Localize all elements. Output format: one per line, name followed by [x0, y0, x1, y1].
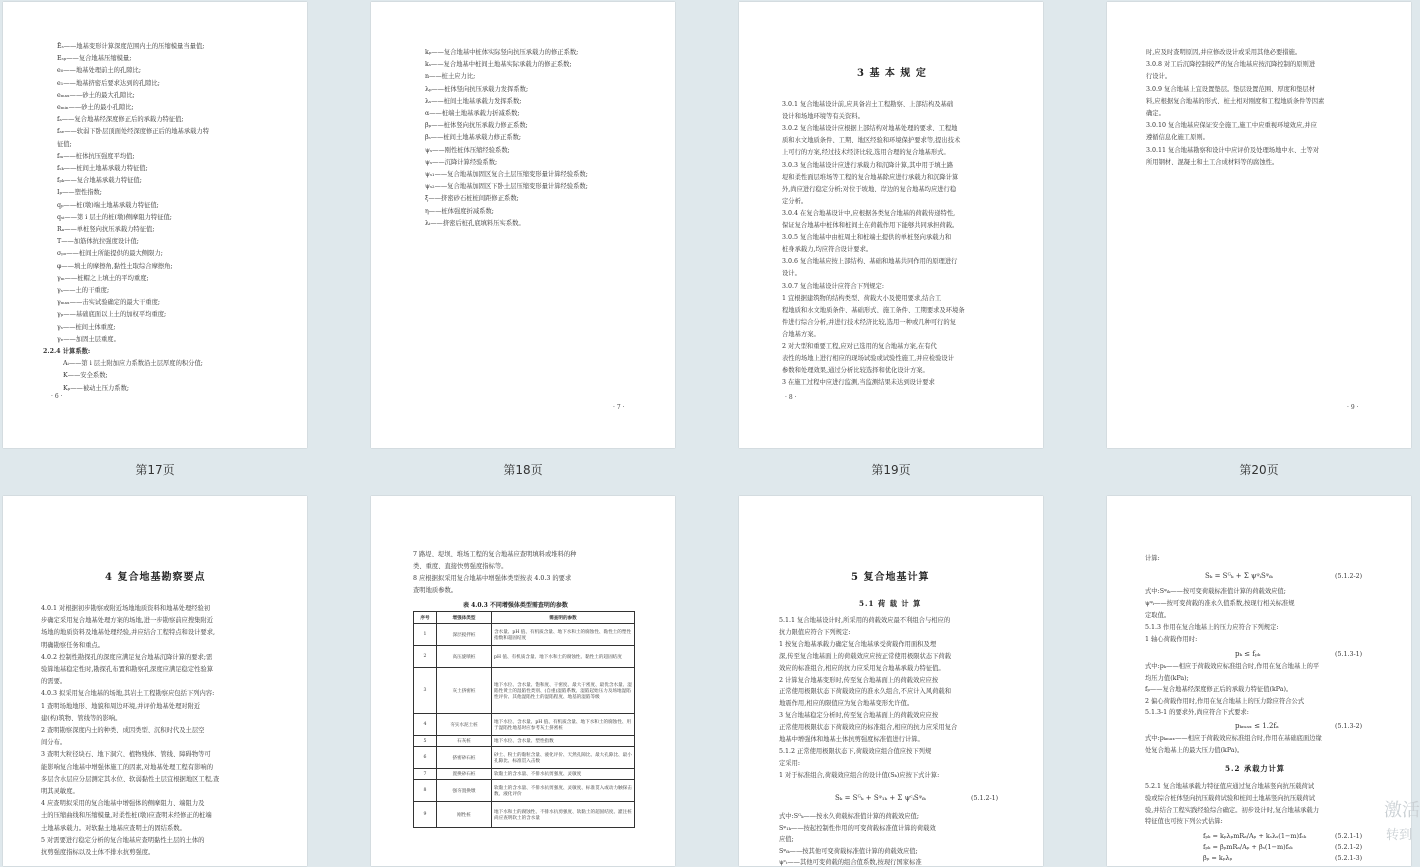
text-line: 验,并结合工程实践经验综合确定。初步设计时,复合地基承载力 — [1145, 806, 1320, 814]
table-cell: 置换砂石桩 — [437, 769, 492, 780]
table-cell: 3 — [414, 668, 437, 714]
formula: fₚₖ = kₚλₚmRₐ/Aₚ + kₛλₛ(1−m)fₛₖ — [1203, 832, 1307, 840]
text-line: γₑ——加固土层重度。 — [57, 335, 120, 343]
section-label: 2.2.4 计算系数: — [43, 348, 91, 355]
text-line: 抗剪强度指标以及土体不排水抗剪强度。 — [41, 849, 155, 856]
text-line: 步确定采用复合地基处理方案的场地,进一步勘察前应搜集附近 — [41, 617, 214, 625]
table-cell: 9 — [414, 802, 437, 828]
text-line: e₁——地基挤密后要求达到的孔隙比; — [57, 79, 160, 87]
table-cell: 1 — [414, 624, 437, 646]
page-thumbnail-22[interactable] — [371, 496, 675, 866]
text-line: 3.0.3 复合地基设计应进行承载力和沉降计算,其中用于填土路 — [782, 161, 954, 169]
text-line: 时,应及时查明原因,并应修改设计或采用其他必要措施。 — [1146, 49, 1302, 56]
table-cell: 高压旋喷桩 — [437, 646, 492, 668]
text-line: ψᵠᵢ——按可变荷载的准永久值系数,按现行相关标准规 — [1145, 600, 1295, 607]
text-line: 设计。 — [782, 270, 801, 278]
text-line: ψᶜᵢ——其他可变荷载的组合值系数,按现行国家标准 — [779, 859, 922, 867]
text-line: 保证复合地基中桩体和桩间土在荷载作用下能够共同承担荷载。 — [782, 222, 959, 229]
text-line: φ——填土的摩擦角,黏性土取综合摩擦角; — [57, 262, 173, 270]
page-number: · 7 · — [613, 404, 625, 411]
text-line: 明其灵敏度。 — [41, 788, 79, 795]
text-line: 行设计。 — [1146, 73, 1172, 81]
text-line: η——桩体强度折减系数; — [425, 207, 494, 215]
text-line: qₚ——桩(墩)端土地基承载力特征值; — [57, 201, 159, 209]
text-line: fₐ——复合地基经深度修正后的承载力特征值; — [57, 116, 184, 124]
text-line: kₛ——复合地基中桩间土地基实际承载力的修正系数; — [425, 61, 572, 69]
text-line: 3 复合地基稳定分析时,传至复合地基面上的荷载效应应按 — [779, 712, 939, 720]
page-caption-19[interactable]: 第19页 — [871, 463, 911, 477]
table-cell: 4 — [414, 714, 437, 736]
text-line: 3.0.10 复合地基应保证安全施工,施工中应重视环境效应,并应 — [1146, 122, 1317, 130]
text-line: 建(构)筑物、管线等的影响。 — [41, 714, 122, 722]
text-line: 特征值也可按下列公式估算: — [1145, 818, 1223, 826]
text-line: fₚ——复合地基经深度修正后的承载力特征值(kPa)。 — [1145, 686, 1293, 694]
text-line: 效应的标准组合,相应的抗力应采用复合地基承载力特征值。 — [779, 664, 945, 672]
chapter-heading: 5 复合地基计算 — [851, 572, 930, 583]
formula: pₖₘₐₓ ≤ 1.2fₐ — [1235, 722, 1279, 730]
table-row — [414, 714, 635, 736]
text-line: 5.1.2 正常使用极限状态下,荷载效应组合值应按下列规 — [779, 747, 932, 755]
text-line: 间分布。 — [41, 739, 67, 747]
formula-number: (5.1.3-1) — [1335, 651, 1363, 658]
text-line: ψₛ——沉降计算经验系数; — [425, 158, 498, 166]
text-line: 4.0.1 对根据初步勘察或附近场地地质资料和地基处理经验初 — [41, 605, 211, 612]
text-line: 3.0.5 复合地基中由桩周土和桩端土提供的单桩竖向承载力和 — [782, 234, 952, 242]
table-row — [414, 646, 635, 668]
text-line: eₘᵢₙ——砂土的最小孔隙比; — [57, 104, 134, 111]
text-line: 1 轴心荷载作用时: — [1145, 636, 1198, 643]
text-line: 土的压缩曲线和压缩模量,对柔性桩(墩)应查明未经修正的桩端 — [41, 812, 212, 820]
table-header: 序号 — [414, 612, 437, 624]
page-caption-18[interactable]: 第18页 — [503, 463, 543, 477]
text-line: eₘₐₓ——砂土的最大孔隙比; — [57, 91, 135, 99]
formula: Sₖ = Sᴳₖ + Sᵠ₁ₖ + Σ ψᶜᵢSᵠᵢₖ — [835, 794, 926, 802]
text-line: 3.0.1 复合地基设计前,应具备岩土工程勘察、上部结构及基础 — [782, 101, 954, 108]
table-row — [414, 624, 635, 646]
text-line: 5 对需要进行稳定分析的复合地基应查明黏性土层的土体的 — [41, 836, 205, 844]
table-row — [414, 668, 635, 714]
text-line: γₘₐₓ——击实试验确定的最大干重度; — [57, 299, 161, 307]
text-line: γₛ——土的干重度; — [57, 287, 110, 294]
page-thumbnail-17[interactable] — [3, 2, 307, 448]
text-line: 征值; — [57, 140, 72, 148]
text-line: 地基中增强体和地基土体抗剪强度标准值进行计算。 — [779, 736, 924, 743]
text-line: 4 应查明拟采用的复合地基中增强体的侧摩阻力、端阻力及 — [41, 800, 205, 808]
text-line: 式中:pₖₘₐₓ——相应于荷载效应标准组合时,作用在基础底面边缘 — [1145, 735, 1322, 742]
text-line: 质和水文地质条件、工期、地区经验和环境保护要求等,提出技术 — [782, 137, 961, 145]
text-line: Iₚ——塑性指数; — [57, 189, 102, 197]
text-line: n——桩土应力比; — [425, 73, 476, 81]
table-cell: 软黏土的含水量、不排水抗剪强度、灵敏度 — [492, 769, 635, 780]
watermark-line-2: 转到 — [1386, 828, 1413, 843]
text-line: fₐₑ——软弱下卧层顶面处经深度修正后的地基承载力特 — [57, 128, 210, 136]
text-line: 均压力值(kPa); — [1145, 674, 1189, 682]
table-cell: 灰土挤密桩 — [437, 668, 492, 714]
text-line: 3.0.7 复合地基设计应符合下列规定: — [782, 282, 885, 290]
text-line: 2 计算复合地基变形时,传至复合地基面上的荷载效应应按 — [779, 676, 939, 684]
text-line: 1 查明场地地形、地貌和周边环境,并评价地基处理对附近 — [41, 702, 201, 710]
text-line: 3 查明大粒径块石、地下洞穴、植物残体、管线、障碍物等可 — [41, 751, 211, 759]
text-line: 2 查明勘察深度内土的种类、成因类型、沉积时代及土层空 — [41, 727, 205, 734]
text-line: 参数和处理效果,通过分析比较选择和优化设计方案。 — [782, 367, 929, 375]
table-cell: 2 — [414, 646, 437, 668]
text-line: 类、重度、直接快剪强度指标等。 — [413, 563, 508, 570]
text-line: λₛ——桩间土地基承载力发挥系数; — [425, 97, 522, 105]
text-line: 深,传至复合地基面上的荷载效应应按正常使用极限状态下荷载 — [779, 652, 952, 660]
text-line: 3.0.4 在复合地基设计中,应根据各类复合地基的荷载传递特性, — [782, 209, 956, 217]
text-line: 应值; — [779, 836, 794, 844]
table-cell: 砂土、粉土的黏粒含量、液化评价、天然孔隙比、最大孔隙比、最小孔隙比、标准贯入击数 — [492, 747, 635, 769]
table-cell: 5 — [414, 736, 437, 747]
text-line: 计算: — [1145, 555, 1160, 562]
text-line: T——加筋体抗拉强度设计值; — [57, 238, 139, 246]
text-line: ψₛ₂——复合地基加固区下卧土层压缩变形量计算经验系数; — [425, 183, 588, 191]
text-line: λₚ——桩体竖向抗压承载力发挥系数; — [425, 85, 529, 93]
table-cell: 地下水位、含水量、pH 值、有机质含量、地下水和土的腐蚀性、用于湿陷性地基时应参考灰土挤密桩 — [492, 714, 635, 736]
text-line: 表性的场地上进行相应的现场试验或试验性施工,并应检验设计 — [782, 355, 955, 363]
table-cell: 石灰桩 — [437, 736, 492, 747]
section-heading: 5.1 荷 载 计 算 — [859, 599, 922, 608]
page-number: · 8 · — [785, 394, 797, 401]
text-line: 3.0.6 复合地基应按上部结构、基础和地基共同作用的原理进行 — [782, 258, 958, 266]
text-line: e₀——地基处理前土的孔隙比; — [57, 67, 141, 75]
text-line: 7 路堤、堤坝、堆场工程的复合地基应查明填料或堆料的种 — [413, 551, 577, 558]
text-line: 明确勘察任务和重点。 — [41, 641, 104, 649]
text-line: 桩身承载力,均应符合设计要求。 — [782, 246, 873, 254]
text-line: 正常使用极限状态下荷载效应的标准组合,相应的抗力应采用复合 — [779, 724, 958, 732]
text-line: 式中:Sᴳₖ——按永久荷载标准值计算的荷载效应值; — [779, 813, 919, 820]
text-line: λᵢ——挤密后桩孔底填料压实系数。 — [425, 219, 525, 227]
table-cell: 夯实水泥土桩 — [437, 714, 492, 736]
text-line: 3.0.2 复合地基设计应根据上部结构对地基处理的要求、工程地 — [782, 125, 958, 133]
page-thumbnail-18[interactable] — [371, 2, 675, 448]
text-line: γₚ——基础底面以上土的加权平均重度; — [57, 311, 167, 319]
text-line: 2 对大型和重要工程,应对已选用的复合地基方案,在有代 — [782, 343, 937, 350]
formula-number: (5.2.1-1) — [1335, 833, 1363, 840]
page-number: · 6 · — [51, 393, 63, 400]
text-line: 2 偏心荷载作用时,作用在复合地基上的压力除应符合公式 — [1145, 697, 1305, 705]
text-line: γₘ——桩帽之上填土的平均重度; — [57, 274, 149, 282]
formula: βₚ = kₚλₚ — [1203, 854, 1233, 862]
page-thumbnail-24[interactable] — [1107, 496, 1411, 866]
text-line: Sᵠ₁ₖ——按起控制性作用的可变荷载标准值计算的荷载效 — [779, 824, 936, 832]
table-header: 需查明的参数 — [492, 612, 635, 624]
text-line: kₚ——复合地基中桩体实际竖向抗压承载力的修正系数; — [425, 49, 579, 56]
text-line: ξ——挤密砂石桩桩间距修正系数; — [425, 195, 519, 203]
formula: pₖ ≤ fₚₖ — [1235, 650, 1261, 658]
text-line: 确定。 — [1146, 110, 1165, 117]
text-line: α——桩端土地基承载力折减系数; — [425, 110, 520, 117]
text-line: 上可行的方案,经过技术经济比较,选用合理的复合地基形式。 — [782, 149, 950, 157]
formula-number: (5.1.2-1) — [971, 795, 999, 802]
text-line: fₚₖ——复合地基承载力特征值; — [57, 177, 142, 185]
text-line: 抗力限值应符合下列规定: — [779, 628, 851, 636]
text-line: Aᵢ——第 i 层土附加应力系数沿土层厚度的积分值; — [63, 360, 203, 368]
table-row — [414, 736, 635, 747]
text-line: 式中:Sᵠᵢₖ——按可变荷载标准值计算的荷载效应值; — [1145, 588, 1286, 595]
text-line: 3.0.8 对工后沉降控制较严的复合地基应按沉降控制的原则进 — [1146, 61, 1316, 69]
text-line: 4.0.2 控制性勘探孔的深度应满足复合地基沉降计算的要求;需 — [41, 653, 213, 661]
page-thumbnail-23[interactable] — [739, 496, 1043, 866]
text-line: βₚ——桩体竖向抗压承载力修正系数; — [425, 122, 528, 130]
text-line: 堤和柔性面层堆场等工程的复合地基除应进行承载力和沉降计算 — [782, 173, 959, 181]
text-line: 5.2.1 复合地基承载力特征值应通过复合地基竖向抗压载荷试 — [1145, 783, 1315, 790]
table-cell: 地下水位、含水量、饱和度、干密度、最大干密度、最优含水量、湿陷性黄土的湿陷性类别、(自重)湿陷系数、湿陷起始压力及场地湿陷性评价、其他湿陷性土的湿陷程度、地基的湿陷等级 — [492, 668, 635, 714]
text-line: 1 对于标准组合,荷载效应组合的设计值(Sₖ)应按下式计算: — [779, 771, 940, 779]
text-line: 定分析。 — [782, 197, 808, 205]
table-cell: 8 — [414, 780, 437, 802]
formula-number: (5.2.1-2) — [1335, 844, 1363, 851]
text-line: 正常使用极限状态下荷载效应的准永久组合,不应计入风荷载和 — [779, 688, 952, 696]
table-cell: 深层搅拌桩 — [437, 624, 492, 646]
text-line: 4.0.3 拟采用复合地基的场地,其岩土工程勘察应包括下列内容: — [41, 690, 215, 698]
text-line: 式中:pₖ——相应于荷载效应标准组合时,作用在复合地基上的平 — [1145, 663, 1320, 670]
text-line: 料,应根据复合地基的形式、桩土相对刚度和工程地质条件等因素 — [1146, 97, 1325, 105]
page-thumbnail-21[interactable] — [3, 496, 307, 866]
table-cell: 挤密砂石桩 — [437, 747, 492, 769]
text-line: 3.0.11 复合地基勘察和设计中应评价及处理场地中水、土等对 — [1146, 146, 1320, 154]
text-line: Eₛₚ——复合地基压缩模量; — [57, 55, 132, 63]
text-line: 查明地质参数。 — [413, 587, 458, 594]
formula: fₚₖ = βₚmRₐ/Aₚ + βₛ(1−m)fₛₖ — [1203, 843, 1293, 851]
table-cell: 强夯置换墩 — [437, 780, 492, 802]
text-line: Rₐ——单桩竖向抗压承载力特征值; — [57, 226, 155, 233]
text-line: 5.1.1 复合地基设计时,所采用的荷载效应最不利组合与相应的 — [779, 617, 951, 624]
text-line: 3 在施工过程中应进行监测,当监测结果未达到设计要求 — [782, 379, 935, 387]
text-line: 外,尚应进行稳定分析;对位于坡地、岸边的复合地基均应进行稳 — [782, 185, 957, 193]
text-line: 地震作用,相应的限值应为复合地基变形允许值。 — [779, 700, 914, 708]
table-cell: pH 值、有机质含量、地下水和土的腐蚀性、黏性土的超固结度 — [492, 646, 635, 668]
table-cell: 地下水位、含水量、塑性指数 — [492, 736, 635, 747]
text-line: 件进行综合分析,并进行技术经济比较,选用一种或几种可行的复 — [782, 318, 957, 326]
text-line: σₚₒ——桩间土所能提供的最大侧限力; — [57, 250, 163, 258]
formula-number: (5.1.2-2) — [1335, 573, 1363, 580]
text-line: 能影响复合地基中增强体施工的因素,对地基处理工程有影响的 — [41, 763, 214, 771]
text-line: 1 按复合地基承载力确定复合地基承受荷载作用面积及埋 — [779, 640, 937, 648]
text-line: 处复合地基上的最大压力值(kPa)。 — [1145, 746, 1244, 754]
text-line: ψₛ——刚性桩体压缩经验系数; — [425, 146, 510, 154]
text-line: 定取值。 — [1145, 612, 1171, 619]
text-line: 场地的地质资料及地基处理经验,并应结合工程特点和设计要求, — [41, 629, 216, 637]
chapter-heading: 3 基 本 规 定 — [857, 68, 927, 79]
table-row — [414, 802, 635, 828]
table-cell: 7 — [414, 769, 437, 780]
text-line: 验算地基稳定性时,勘探孔布置和勘察孔深度应满足稳定性验算 — [41, 666, 214, 673]
text-line: 1 宜根据建筑物的结构类型、荷载大小及使用要求,结合工 — [782, 294, 942, 302]
text-line: 的需要。 — [41, 678, 67, 686]
text-line: 所用钢材、混凝土和土工合成材料等的腐蚀性。 — [1146, 158, 1279, 166]
text-line: 多层含水层应分层测定其水位、软弱黏性土层宜根据地区工程,查 — [41, 775, 220, 783]
text-line: βₛ——桩间土地基承载力修正系数; — [425, 134, 522, 142]
text-line: 合地基方案。 — [782, 330, 820, 338]
watermark-line-1: 激活 — [1384, 800, 1420, 821]
text-line: 土地基承载力。对软黏土地基应查明土的固结系数。 — [41, 824, 186, 832]
text-line: ψₛ₁——复合地基加固区复合土层压缩变形量计算经验系数; — [425, 171, 588, 178]
table-cell: 刚性桩 — [437, 802, 492, 828]
table-row — [414, 747, 635, 769]
text-line: γₛ——桩间土体重度; — [57, 323, 116, 331]
page-thumbnail-19[interactable] — [739, 2, 1043, 448]
chapter-heading: 4 复合地基勘察要点 — [105, 572, 206, 583]
text-line: 定采用: — [779, 759, 801, 767]
text-line: Sᵠᵢₖ——按其他可变荷载标准值计算的荷载效应值; — [779, 847, 918, 855]
text-line: 遵循信息化施工原则。 — [1146, 134, 1209, 142]
text-line: 5.1.3 作用在复合地基上的压力应符合下列规定: — [1145, 624, 1279, 631]
text-line: qₛᵢ——第 i 层土的桩(墩)侧摩阻力特征值; — [57, 213, 172, 221]
table-cell: 含水量、pH 值、有机质含量、地下水和土的腐蚀性、黏性土的塑性指数和超固结度 — [492, 624, 635, 646]
formula-number: (5.1.3-2) — [1335, 723, 1363, 730]
text-line: K——安全系数; — [63, 372, 108, 380]
parameters-table — [413, 611, 635, 828]
text-line: fₘ——桩体抗压强度平均值; — [57, 152, 135, 160]
page-caption-17[interactable]: 第17页 — [135, 463, 175, 477]
table-cell: 地下水和土的腐蚀性、不排水抗剪强度、软黏土的超固结度、灌注桩尚应查明软土的含水量 — [492, 802, 635, 828]
table-cell: 6 — [414, 747, 437, 769]
formula-number: (5.2.1-3) — [1335, 855, 1363, 862]
page-caption-20[interactable]: 第20页 — [1239, 463, 1279, 477]
table-title: 表 4.0.3 不同增强体类型需查明的参数 — [463, 602, 568, 609]
section-heading: 5.2 承载力计算 — [1225, 764, 1285, 773]
text-line: Kₚ——被动土压力系数; — [63, 384, 130, 392]
text-line: 设计和场地环境等有关资料。 — [782, 113, 864, 121]
table-row — [414, 780, 635, 802]
formula: Sₖ = Sᴳₖ + Σ ψᵠᵢSᵠᵢₖ — [1205, 572, 1273, 580]
table-cell: 软黏土的含水量、不排水抗剪强度、灵敏度、标准贯入或动力触探击数、液化评价 — [492, 780, 635, 802]
text-line: fₛₖ——桩间土地基承载力特征值; — [57, 165, 148, 172]
text-line: 8 应根据拟采用复合地基中增强体类型按表 4.0.3 的要求 — [413, 575, 572, 582]
table-row — [414, 769, 635, 780]
text-line: 验或综合桩体竖向抗压载荷试验和桩间土地基竖向抗压载荷试 — [1145, 794, 1316, 802]
page-thumbnail-20[interactable] — [1107, 2, 1411, 448]
page-number: · 9 · — [1347, 404, 1359, 411]
text-line: 5.1.3-1 的要求外,尚应符合下式要求: — [1145, 709, 1249, 717]
table-header: 增强体类型 — [437, 612, 492, 624]
text-line: Ēₛ——地基变形计算深度范围内土的压缩模量当量值; — [57, 43, 205, 50]
text-line: 3.0.9 复合地基上宜设置垫层。垫层设置范围、厚度和垫层材 — [1146, 85, 1316, 93]
text-line: 程地质和水文地质条件、基础形式、施工条件、工期要求及环境条 — [782, 306, 965, 314]
